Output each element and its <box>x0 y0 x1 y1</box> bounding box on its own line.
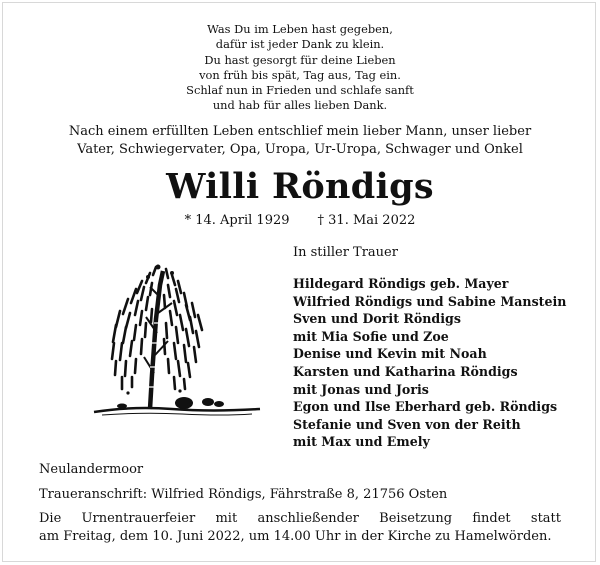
family-line: Hildegard Röndigs geb. Mayer <box>293 276 509 291</box>
family-line: Wilfried Röndigs und Sabine Manstein <box>293 293 567 309</box>
poem-line: Schlaf nun in Frieden und schlafe sanft <box>186 83 414 98</box>
notice-line: Die Urnentrauerfeier mit anschließender Beisetzung findet statt <box>39 511 561 526</box>
poem-line: Du hast gesorgt für deine Lieben <box>204 52 396 67</box>
family-line: Egon und Ilse Eberhard geb. Röndigs <box>293 399 558 415</box>
poem-line: und hab für alles lieben Dank. <box>212 98 388 113</box>
family-line: Stefanie und Sven von der Reith <box>293 416 521 432</box>
family-line: mit Max und Emely <box>293 434 430 450</box>
notice-line: am Freitag, dem 10. Juni 2022, um 14.00 Uhr in der Kirche zu Hamelwörden. <box>39 528 552 544</box>
poem-line: Was Du im Leben hast gegeben, <box>207 22 393 36</box>
family-line: Sven und Dorit Röndigs <box>293 311 461 327</box>
deceased-name: Willi Röndigs <box>166 166 434 207</box>
family-list <box>293 275 566 451</box>
family-line: mit Jonas und Joris <box>293 381 429 397</box>
life-dates <box>0 212 600 230</box>
mourning-phrase: In stiller Trauer <box>293 245 398 260</box>
poem <box>0 22 600 114</box>
intro-text <box>0 123 600 158</box>
mourning-address: Traueranschrift: Wilfried Röndigs, Fährstraße 8, 21756 Osten <box>39 487 448 502</box>
birth-date: * 14. April 1929 <box>184 213 290 228</box>
weeping-birch-tree-icon <box>92 263 262 423</box>
death-date: † 31. Mai 2022 <box>317 213 416 228</box>
funeral-notice <box>39 510 561 545</box>
poem-line: von früh bis spät, Tag aus, Tag ein. <box>199 67 401 82</box>
poem-line: dafür ist jeder Dank zu klein. <box>215 37 385 52</box>
intro-line: Vater, Schwiegervater, Opa, Uropa, Ur-Uropa, Schwager und Onkel <box>77 141 523 157</box>
family-line: Denise und Kevin mit Noah <box>293 346 487 362</box>
intro-line: Nach einem erfüllten Leben entschlief mein lieber Mann, unser lieber <box>68 124 532 139</box>
place-name: Neulandermoor <box>39 462 144 477</box>
family-line: mit Mia Sofie und Zoe <box>293 328 449 344</box>
family-line: Karsten und Katharina Röndigs <box>293 363 518 379</box>
